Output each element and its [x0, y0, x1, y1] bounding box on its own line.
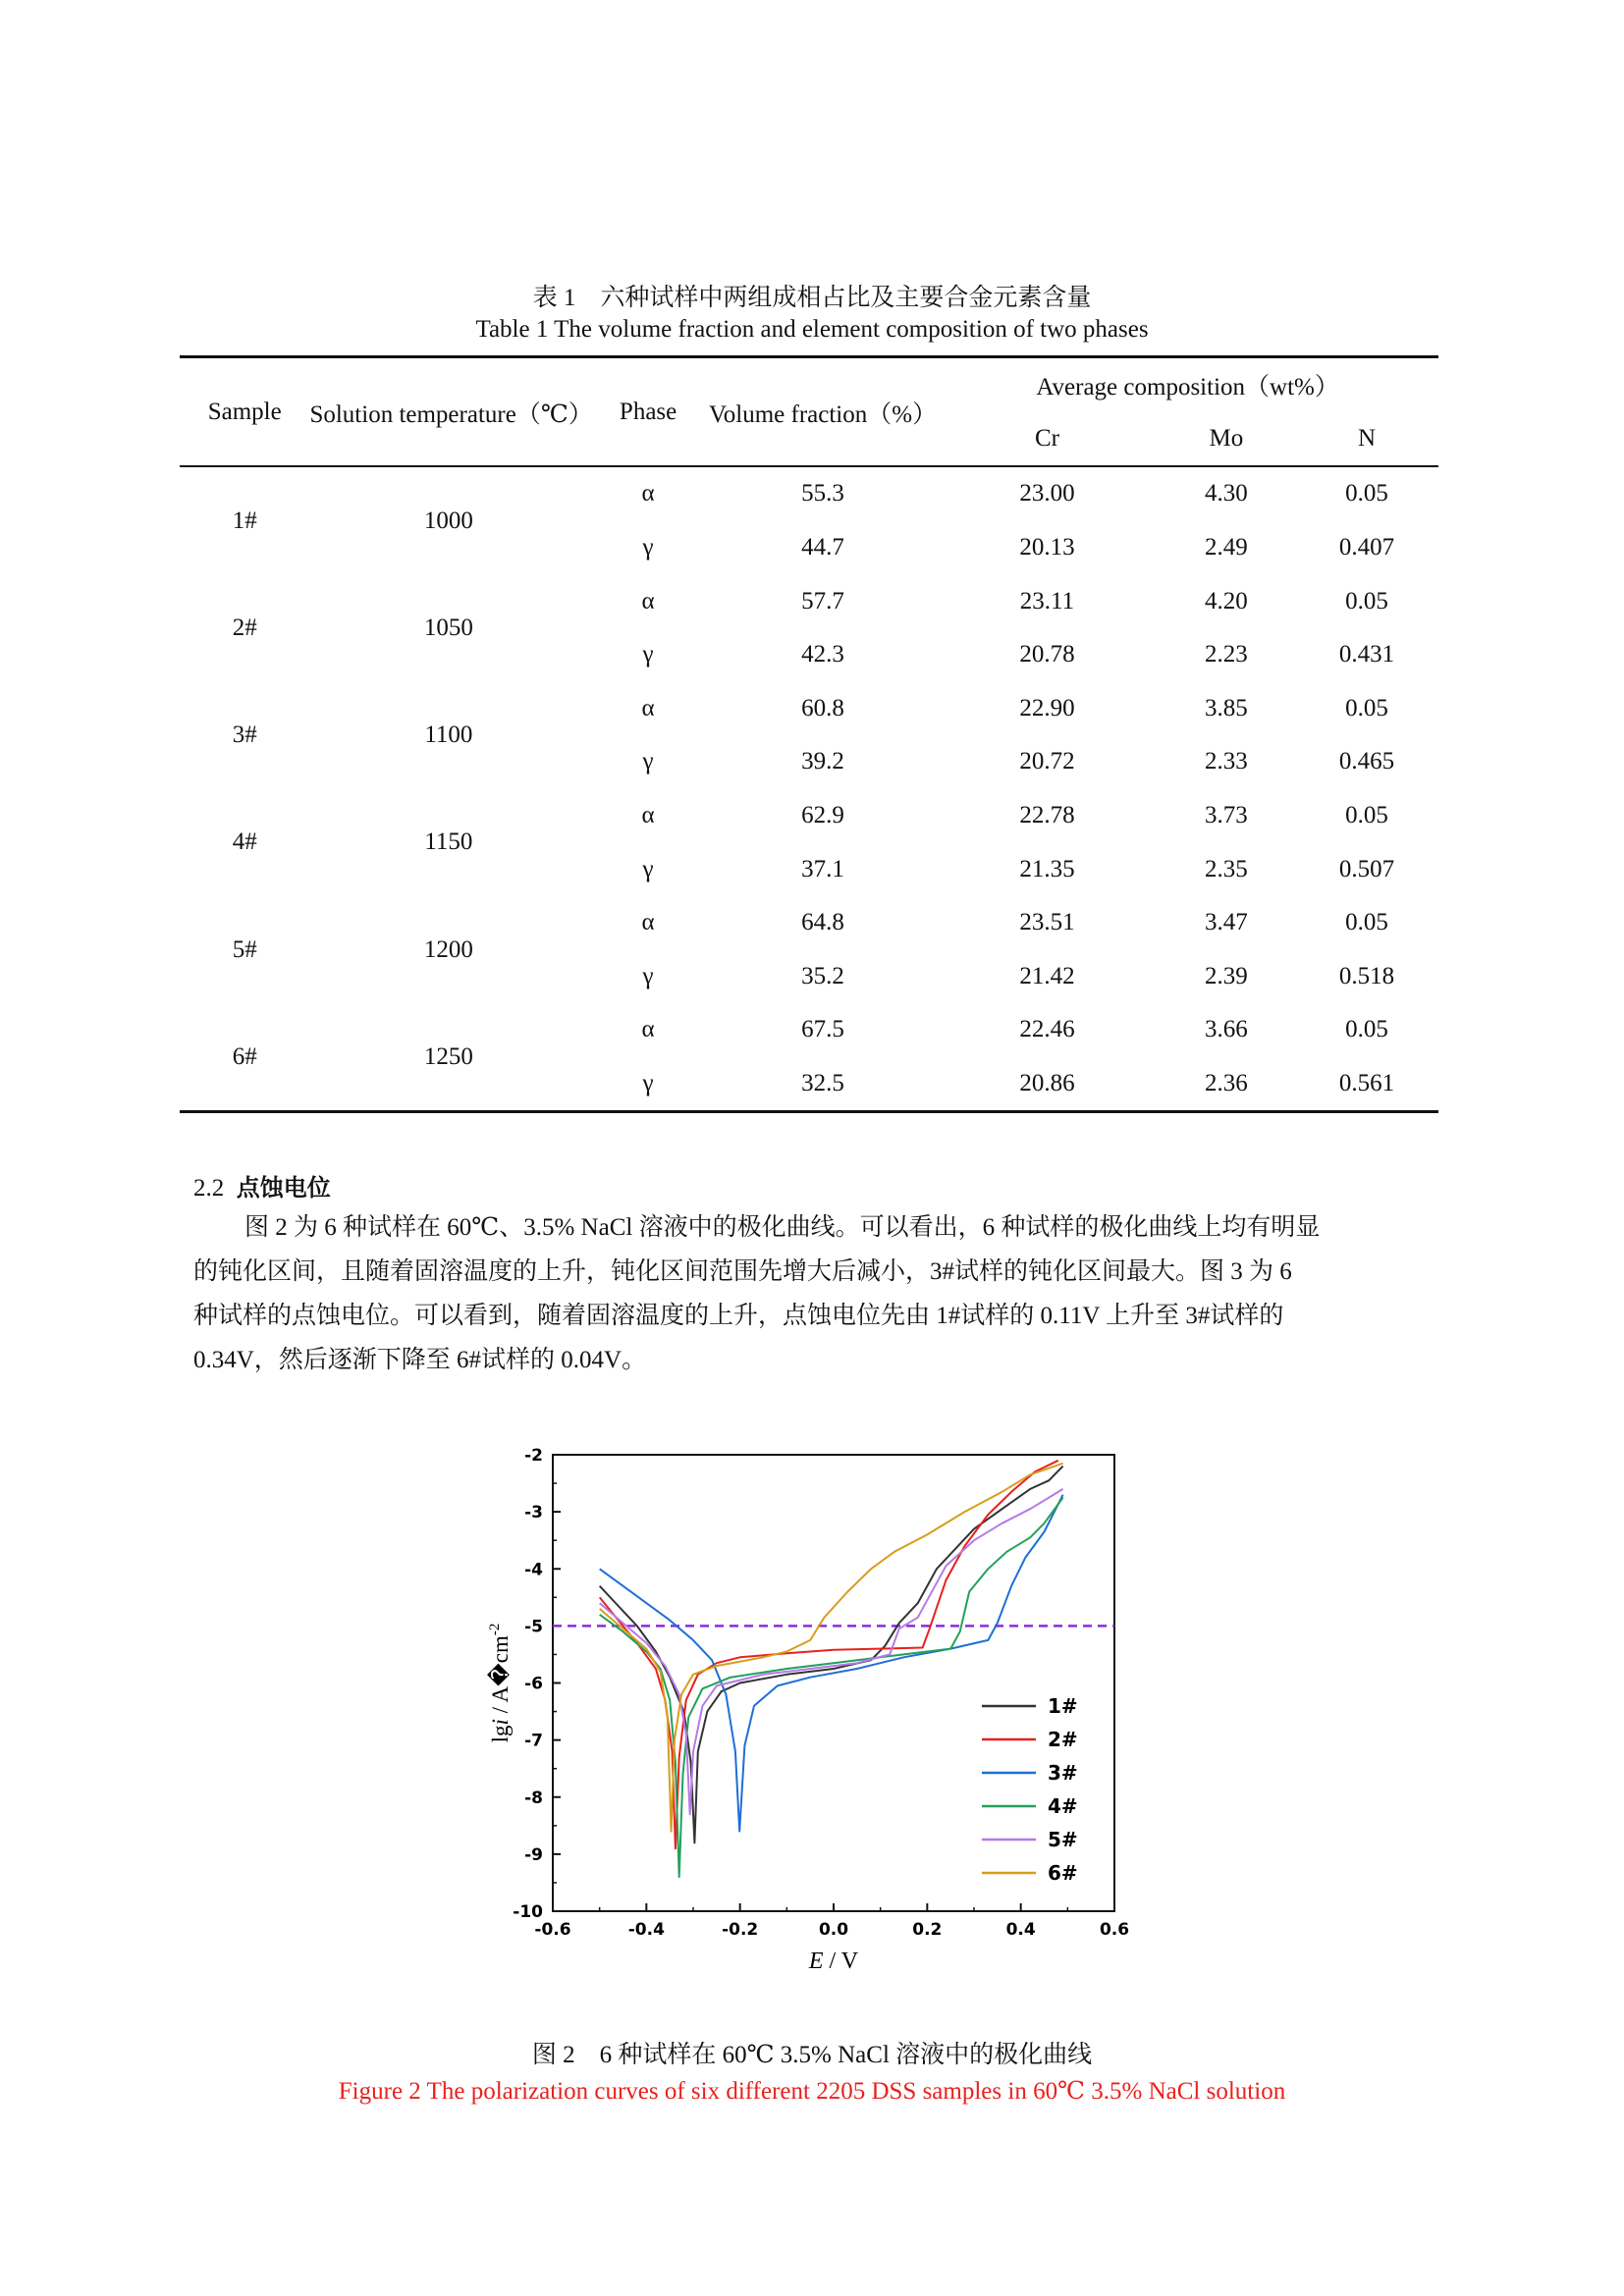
plot-frame	[553, 1455, 1114, 1911]
x-tick-label: -0.2	[722, 1920, 759, 1940]
n-cell: 0.05	[1345, 694, 1388, 721]
cr-cell: 20.13	[1019, 534, 1075, 561]
header-mo: Mo	[1158, 412, 1295, 467]
x-axis-unit: / V	[823, 1949, 859, 1974]
x-tick-label: 0.2	[912, 1920, 943, 1940]
header-volume-fraction: Volume fraction（%）	[709, 357, 937, 467]
volume-fraction-cell: 62.9	[801, 802, 844, 829]
phase-cell: α	[641, 1016, 655, 1043]
paragraph-line: 图 2 为 6 种试样在 60℃、3.5% NaCl 溶液中的极化曲线。可以看出，6 种试样的极化曲线上均有明显	[244, 1214, 1321, 1241]
paragraph-line: 的钝化区间，且随着固溶温度的上升，钝化区间范围先增大后减小，3#试样的钝化区间最大。图 3 为 6	[193, 1258, 1292, 1285]
header-average-composition: Average composition（wt%）	[1036, 374, 1339, 401]
phase-cell: γ	[642, 534, 654, 561]
mo-cell: 2.23	[1205, 641, 1248, 668]
phase-cell: γ	[642, 1070, 654, 1097]
legend-label-4: 4#	[1048, 1794, 1078, 1818]
volume-fraction-cell: 37.1	[801, 855, 844, 882]
legend-label-1: 1#	[1048, 1694, 1078, 1718]
cr-cell: 23.00	[1019, 480, 1075, 507]
phase-cell: γ	[642, 748, 654, 775]
temperature-cell: 1150	[424, 828, 473, 856]
sample-cell: 3#	[232, 721, 257, 749]
x-tick-label: 0.4	[1005, 1920, 1036, 1940]
legend-label-5: 5#	[1048, 1828, 1078, 1851]
table-row	[180, 682, 1438, 736]
mo-cell: 4.30	[1205, 480, 1248, 507]
polarization-chart	[486, 1445, 1154, 1995]
phase-cell: α	[641, 587, 655, 614]
section-number: 2.2	[193, 1175, 225, 1201]
volume-fraction-cell: 67.5	[801, 1016, 844, 1043]
y-axis-unit: / A�cm	[488, 1635, 513, 1720]
x-tick-label: 0.6	[1099, 1920, 1130, 1940]
volume-fraction-cell: 42.3	[801, 641, 844, 668]
n-cell: 0.05	[1345, 480, 1388, 507]
table-row	[180, 466, 1438, 521]
header-solution-temperature: Solution temperature（℃）	[309, 357, 587, 467]
n-cell: 0.561	[1338, 1070, 1395, 1097]
y-axis-i: i	[488, 1719, 513, 1726]
x-tick-label: 0.0	[818, 1920, 849, 1940]
phase-cell: γ	[642, 962, 654, 989]
mo-cell: 3.47	[1205, 909, 1248, 936]
mo-cell: 2.39	[1205, 962, 1248, 989]
section-paragraph	[193, 1205, 1433, 1382]
sample-cell: 2#	[232, 614, 257, 641]
mo-cell: 2.36	[1205, 1070, 1248, 1097]
sample-cell: 4#	[232, 828, 257, 856]
y-tick-label: -7	[524, 1731, 543, 1751]
table-caption-cn: 表 1 六种试样中两组成相占比及主要合金元素含量	[532, 285, 1092, 311]
header-cr: Cr	[937, 412, 1158, 467]
y-tick-label: -2	[524, 1446, 543, 1466]
n-cell: 0.507	[1338, 855, 1395, 882]
table-row	[180, 1003, 1438, 1057]
cr-cell: 22.90	[1019, 694, 1075, 721]
x-tick-label: -0.4	[627, 1920, 665, 1940]
y-tick-label: -4	[524, 1560, 543, 1580]
section-title: 点蚀电位	[236, 1174, 331, 1201]
y-axis-exponent: -2	[487, 1623, 503, 1636]
n-cell: 0.465	[1338, 748, 1395, 775]
temperature-cell: 1250	[309, 1003, 587, 1112]
mo-cell: 3.66	[1205, 1016, 1248, 1043]
volume-fraction-cell: 39.2	[801, 748, 844, 775]
phase-cell: α	[641, 909, 655, 936]
section-heading	[193, 1168, 331, 1202]
phase-cell: γ	[642, 641, 654, 668]
n-cell: 0.05	[1345, 909, 1388, 936]
cr-cell: 22.78	[1019, 802, 1075, 829]
sample-cell: 1#	[232, 507, 257, 534]
y-tick-label: -6	[524, 1674, 543, 1694]
y-tick-label: -8	[524, 1788, 543, 1808]
cr-cell: 21.42	[1019, 962, 1075, 989]
paragraph-line: 种试样的点蚀电位。可以看到，随着固溶温度的上升，点蚀电位先由 1#试样的 0.11V 上升至 3#试样的	[193, 1303, 1284, 1329]
cr-cell: 20.86	[1019, 1070, 1075, 1097]
composition-table	[180, 355, 1438, 1113]
volume-fraction-cell: 64.8	[801, 909, 844, 936]
x-tick-label: -0.6	[534, 1920, 571, 1940]
volume-fraction-cell: 35.2	[801, 962, 844, 989]
y-tick-label: -5	[524, 1617, 543, 1637]
paragraph-line: 0.34V，然后逐渐下降至 6#试样的 0.04V。	[193, 1347, 647, 1373]
volume-fraction-cell: 32.5	[801, 1070, 844, 1097]
temperature-cell: 1100	[424, 721, 473, 749]
series-line-4	[600, 1498, 1063, 1878]
n-cell: 0.05	[1345, 587, 1388, 614]
sample-cell: 6#	[180, 1003, 309, 1112]
temperature-cell: 1050	[423, 614, 473, 641]
mo-cell: 3.85	[1205, 694, 1248, 721]
cr-cell: 20.78	[1019, 641, 1075, 668]
series-line-6	[600, 1464, 1063, 1832]
mo-cell: 2.35	[1205, 855, 1248, 882]
phase-cell: α	[641, 694, 655, 721]
temperature-cell: 1200	[423, 935, 473, 963]
volume-fraction-cell: 60.8	[801, 694, 844, 721]
legend-label-3: 3#	[1048, 1761, 1078, 1785]
y-axis-label	[487, 1624, 513, 1743]
y-axis-lg: lg	[488, 1725, 513, 1743]
header-sample: Sample	[180, 357, 309, 467]
header-n: N	[1295, 412, 1438, 467]
mo-cell: 4.20	[1205, 587, 1248, 614]
sample-cell: 5#	[232, 935, 257, 963]
volume-fraction-cell: 55.3	[801, 480, 844, 507]
cr-cell: 21.35	[1019, 855, 1075, 882]
x-axis-label	[808, 1949, 859, 1974]
legend-label-2: 2#	[1048, 1728, 1078, 1751]
y-tick-label: -10	[513, 1902, 543, 1922]
n-cell: 0.407	[1338, 534, 1395, 561]
phase-cell: γ	[642, 855, 654, 882]
mo-cell: 2.49	[1205, 534, 1248, 561]
header-phase: Phase	[587, 357, 708, 467]
figure-caption-cn: 图 2 6 种试样在 60℃ 3.5% NaCl 溶液中的极化曲线	[531, 2042, 1093, 2068]
y-tick-label: -9	[524, 1844, 543, 1865]
n-cell: 0.518	[1338, 962, 1395, 989]
legend-label-6: 6#	[1048, 1861, 1078, 1885]
table-row	[180, 574, 1438, 628]
volume-fraction-cell: 44.7	[801, 534, 844, 561]
cr-cell: 20.72	[1019, 748, 1075, 775]
cr-cell: 23.11	[1019, 587, 1075, 614]
y-tick-label: -3	[524, 1503, 543, 1523]
table-row	[180, 789, 1438, 843]
mo-cell: 3.73	[1205, 802, 1248, 829]
n-cell: 0.05	[1345, 802, 1388, 829]
phase-cell: α	[641, 480, 655, 507]
phase-cell: α	[641, 802, 655, 829]
cr-cell: 22.46	[1019, 1016, 1075, 1043]
volume-fraction-cell: 57.7	[801, 587, 844, 614]
cr-cell: 23.51	[1019, 909, 1075, 936]
n-cell: 0.431	[1338, 641, 1395, 668]
mo-cell: 2.33	[1205, 748, 1248, 775]
n-cell: 0.05	[1345, 1016, 1388, 1043]
x-axis-variable: E	[808, 1949, 824, 1974]
figure-caption-en: Figure 2 The polarization curves of six different 2205 DSS samples in 60℃ 3.5% NaCl solution	[338, 2078, 1286, 2105]
temperature-cell: 1000	[423, 507, 473, 534]
table-caption-en: Table 1 The volume fraction and element composition of two phases	[475, 316, 1149, 343]
table-row	[180, 896, 1438, 950]
